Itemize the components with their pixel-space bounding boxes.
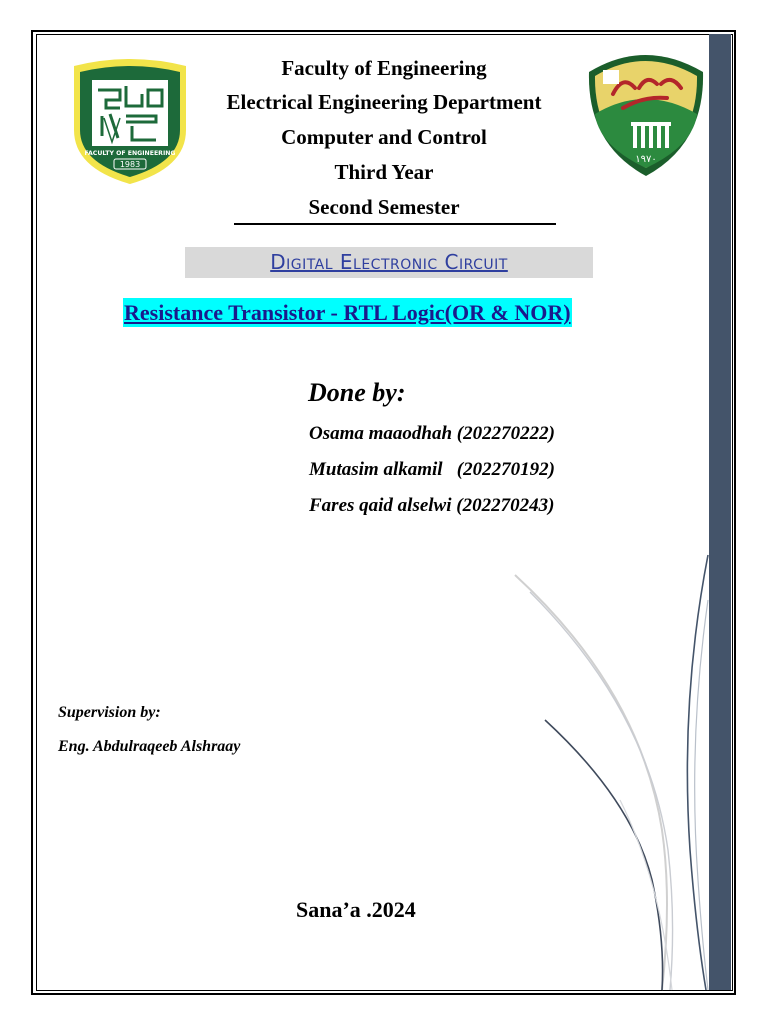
done-by-label: Done by:: [308, 378, 406, 407]
team-member: Fares qaid alselwi (202270243): [309, 495, 555, 516]
team-member: Osama maaodhah (202270222): [309, 423, 555, 444]
logo-right-year: ١٩٧٠: [635, 154, 657, 165]
department-name: Electrical Engineering Department: [226, 90, 542, 114]
semester-label: Second Semester: [308, 195, 460, 219]
supervisor-name: Eng. Abdulraqeeb Alshraay: [58, 738, 241, 755]
place-date: Sana’a .2024: [296, 897, 416, 922]
logo-left-year: 1983: [119, 160, 141, 169]
team-member: Mutasim alkamil (202270192): [309, 459, 555, 480]
header-divider: [234, 223, 556, 225]
supervision-label: Supervision by:: [58, 704, 161, 721]
course-title: Digital Electronic Circuit: [270, 250, 508, 274]
logo-left-text: FACULTY OF ENGINEERING: [84, 150, 176, 157]
year-label: Third Year: [334, 160, 434, 184]
program-name: Computer and Control: [281, 125, 487, 149]
faculty-name: Faculty of Engineering: [281, 56, 487, 80]
report-topic: Resistance Transistor - RTL Logic(OR & NOR): [124, 300, 571, 325]
